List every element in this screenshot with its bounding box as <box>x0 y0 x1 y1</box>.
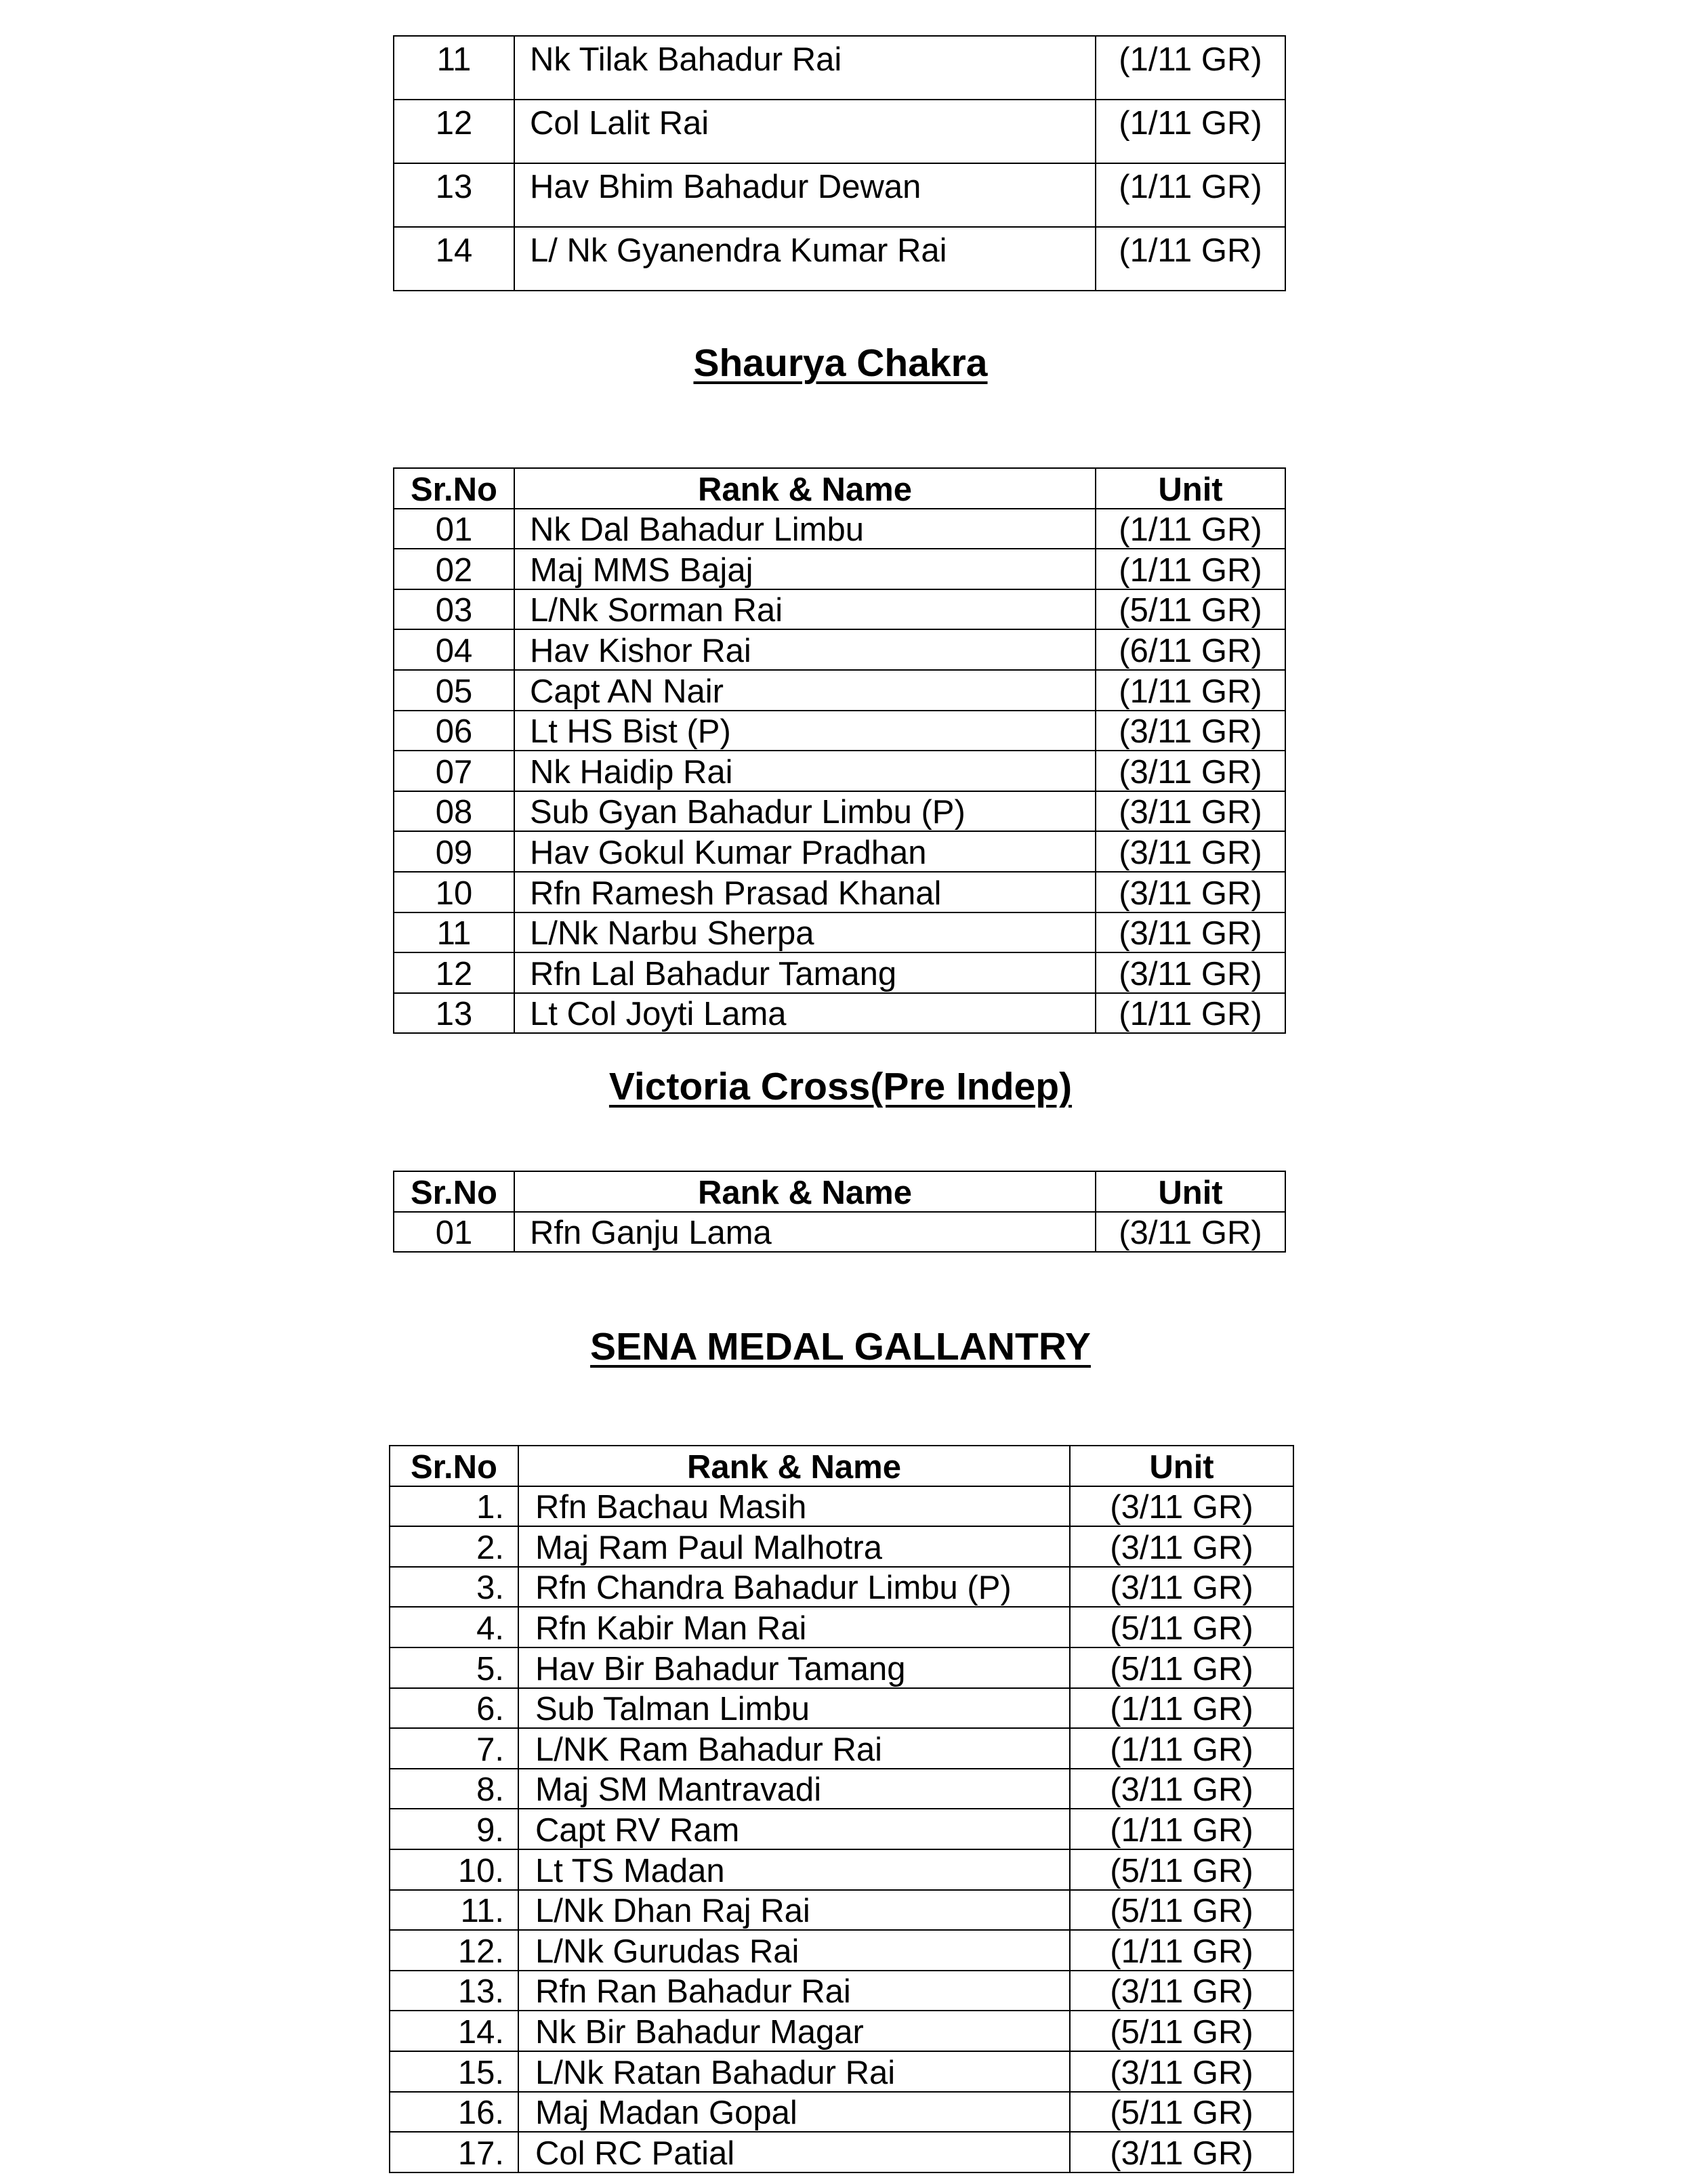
cell-sr-no: 13. <box>390 1971 518 2011</box>
section-heading-sena-medal-gallantry: SENA MEDAL GALLANTRY <box>590 1325 1091 1368</box>
cell-unit: (3/11 GR) <box>1096 872 1285 912</box>
table-row <box>394 163 1285 227</box>
cell-sr-no: 10 <box>394 872 514 912</box>
shaurya-chakra-table <box>393 467 1286 1034</box>
section-heading-victoria-cross: Victoria Cross(Pre Indep) <box>608 1065 1073 1108</box>
cell-sr-no: 1. <box>390 1486 518 1527</box>
cell-sr-no: 8. <box>390 1769 518 1809</box>
cell-unit: (6/11 GR) <box>1096 629 1285 670</box>
table-row <box>390 1486 1293 1527</box>
cell-sr-no: 11 <box>394 912 514 953</box>
cell-sr-no: 5. <box>390 1647 518 1688</box>
table-row <box>390 2011 1293 2051</box>
cell-rank-name: Capt RV Ram <box>518 1809 1070 1849</box>
cell-rank-name: Hav Gokul Kumar Pradhan <box>514 831 1096 872</box>
cell-unit: (1/11 GR) <box>1096 670 1285 711</box>
table-row <box>390 1728 1293 1769</box>
cell-rank-name: Rfn Lal Bahadur Tamang <box>514 952 1096 993</box>
cell-unit: (1/11 GR) <box>1096 163 1285 227</box>
header-rank-name: Rank & Name <box>518 1446 1070 1486</box>
header-rank-name: Rank & Name <box>514 468 1096 509</box>
cell-sr-no: 08 <box>394 791 514 832</box>
cell-rank-name: L/NK Ram Bahadur Rai <box>518 1728 1070 1769</box>
table-header-row <box>394 1171 1285 1212</box>
table-row <box>390 1930 1293 1971</box>
cell-unit: (1/11 GR) <box>1070 1809 1293 1849</box>
table-header-row <box>394 468 1285 509</box>
table-header-row <box>390 1446 1293 1486</box>
victoria-cross-table <box>393 1171 1286 1253</box>
cell-rank-name: Sub Talman Limbu <box>518 1688 1070 1729</box>
table-row <box>394 509 1285 549</box>
cell-unit: (3/11 GR) <box>1096 952 1285 993</box>
table-row <box>394 100 1285 163</box>
cell-unit: (1/11 GR) <box>1096 993 1285 1034</box>
table-row <box>390 1769 1293 1809</box>
table-row <box>390 1567 1293 1608</box>
table-row <box>394 1212 1285 1253</box>
cell-unit: (3/11 GR) <box>1096 831 1285 872</box>
cell-rank-name: L/Nk Dhan Raj Rai <box>518 1890 1070 1931</box>
table-row <box>390 1849 1293 1890</box>
table-row <box>394 629 1285 670</box>
header-sr-no: Sr.No <box>394 468 514 509</box>
cell-unit: (3/11 GR) <box>1096 912 1285 953</box>
table-row <box>394 791 1285 832</box>
table-row <box>390 1688 1293 1729</box>
table-row <box>394 670 1285 711</box>
cell-unit: (5/11 GR) <box>1096 589 1285 630</box>
cell-sr-no: 14 <box>394 227 514 291</box>
cell-rank-name: Sub Gyan Bahadur Limbu (P) <box>514 791 1096 832</box>
cell-sr-no: 9. <box>390 1809 518 1849</box>
cell-unit: (5/11 GR) <box>1070 1607 1293 1647</box>
cell-rank-name: Hav Bir Bahadur Tamang <box>518 1647 1070 1688</box>
cell-rank-name: Rfn Ganju Lama <box>514 1212 1096 1253</box>
cell-unit: (3/11 GR) <box>1096 1212 1285 1253</box>
cell-rank-name: Maj Ram Paul Malhotra <box>518 1526 1070 1567</box>
cell-sr-no: 2. <box>390 1526 518 1567</box>
cell-unit: (1/11 GR) <box>1096 100 1285 163</box>
cell-rank-name: L/Nk Narbu Sherpa <box>514 912 1096 953</box>
cell-rank-name: Rfn Bachau Masih <box>518 1486 1070 1527</box>
table-row <box>394 36 1285 100</box>
cell-sr-no: 02 <box>394 549 514 589</box>
header-sr-no: Sr.No <box>394 1171 514 1212</box>
table-body <box>394 509 1285 1034</box>
table-row <box>394 751 1285 791</box>
table-body <box>394 1212 1285 1253</box>
cell-unit: (1/11 GR) <box>1096 549 1285 589</box>
header-unit: Unit <box>1096 1171 1285 1212</box>
cell-rank-name: L/ Nk Gyanendra Kumar Rai <box>514 227 1096 291</box>
cell-sr-no: 01 <box>394 509 514 549</box>
cell-rank-name: Rfn Chandra Bahadur Limbu (P) <box>518 1567 1070 1608</box>
cell-sr-no: 14. <box>390 2011 518 2051</box>
cell-sr-no: 17. <box>390 2132 518 2172</box>
cell-sr-no: 07 <box>394 751 514 791</box>
cell-unit: (1/11 GR) <box>1070 1930 1293 1971</box>
cell-rank-name: L/Nk Gurudas Rai <box>518 1930 1070 1971</box>
cell-sr-no: 15. <box>390 2051 518 2092</box>
cell-rank-name: Rfn Ran Bahadur Rai <box>518 1971 1070 2011</box>
cell-unit: (1/11 GR) <box>1096 227 1285 291</box>
cell-unit: (1/11 GR) <box>1070 1728 1293 1769</box>
table-row <box>394 589 1285 630</box>
table-row <box>394 549 1285 589</box>
cell-rank-name: L/Nk Sorman Rai <box>514 589 1096 630</box>
header-unit: Unit <box>1070 1446 1293 1486</box>
cell-rank-name: Rfn Ramesh Prasad Khanal <box>514 872 1096 912</box>
cell-rank-name: Hav Bhim Bahadur Dewan <box>514 163 1096 227</box>
cell-unit: (5/11 GR) <box>1070 1849 1293 1890</box>
header-rank-name: Rank & Name <box>514 1171 1096 1212</box>
cell-unit: (3/11 GR) <box>1070 1971 1293 2011</box>
table-row <box>390 1890 1293 1931</box>
cell-rank-name: Lt TS Madan <box>518 1849 1070 1890</box>
cell-rank-name: Lt Col Joyti Lama <box>514 993 1096 1034</box>
cell-rank-name: Nk Dal Bahadur Limbu <box>514 509 1096 549</box>
cell-unit: (1/11 GR) <box>1096 36 1285 100</box>
cell-rank-name: Hav Kishor Rai <box>514 629 1096 670</box>
cell-sr-no: 10. <box>390 1849 518 1890</box>
cell-sr-no: 11. <box>390 1890 518 1931</box>
cell-sr-no: 6. <box>390 1688 518 1729</box>
cell-unit: (3/11 GR) <box>1070 1567 1293 1608</box>
table-row <box>390 1607 1293 1647</box>
cell-unit: (3/11 GR) <box>1070 2051 1293 2092</box>
cell-unit: (5/11 GR) <box>1070 1890 1293 1931</box>
table-row <box>394 872 1285 912</box>
table-row <box>394 952 1285 993</box>
cell-rank-name: Lt HS Bist (P) <box>514 711 1096 751</box>
cell-rank-name: Nk Haidip Rai <box>514 751 1096 791</box>
cell-unit: (3/11 GR) <box>1070 2132 1293 2172</box>
table-row <box>390 1809 1293 1849</box>
table-row <box>394 227 1285 291</box>
cell-unit: (1/11 GR) <box>1096 509 1285 549</box>
cell-sr-no: 3. <box>390 1567 518 1608</box>
cell-sr-no: 11 <box>394 36 514 100</box>
cell-sr-no: 03 <box>394 589 514 630</box>
table-row <box>390 1647 1293 1688</box>
cell-rank-name: Capt AN Nair <box>514 670 1096 711</box>
awards-table-continued <box>393 35 1286 291</box>
cell-sr-no: 13 <box>394 163 514 227</box>
cell-unit: (5/11 GR) <box>1070 2011 1293 2051</box>
cell-sr-no: 04 <box>394 629 514 670</box>
cell-unit: (3/11 GR) <box>1070 1526 1293 1567</box>
cell-rank-name: Col RC Patial <box>518 2132 1070 2172</box>
cell-rank-name: Col Lalit Rai <box>514 100 1096 163</box>
cell-rank-name: Nk Tilak Bahadur Rai <box>514 36 1096 100</box>
cell-sr-no: 12 <box>394 952 514 993</box>
cell-sr-no: 4. <box>390 1607 518 1647</box>
cell-unit: (5/11 GR) <box>1070 1647 1293 1688</box>
cell-sr-no: 7. <box>390 1728 518 1769</box>
table-body <box>390 1486 1293 2172</box>
table-row <box>394 831 1285 872</box>
cell-unit: (3/11 GR) <box>1096 791 1285 832</box>
table-row <box>390 2051 1293 2092</box>
cell-rank-name: L/Nk Ratan Bahadur Rai <box>518 2051 1070 2092</box>
cell-sr-no: 09 <box>394 831 514 872</box>
cell-unit: (3/11 GR) <box>1070 1486 1293 1527</box>
table-row <box>390 2132 1293 2172</box>
cell-unit: (3/11 GR) <box>1096 711 1285 751</box>
cell-rank-name: Maj Madan Gopal <box>518 2092 1070 2133</box>
cell-unit: (1/11 GR) <box>1070 1688 1293 1729</box>
table-row <box>390 2092 1293 2133</box>
table-row <box>390 1526 1293 1567</box>
table-row <box>394 912 1285 953</box>
cell-unit: (3/11 GR) <box>1096 751 1285 791</box>
cell-unit: (3/11 GR) <box>1070 1769 1293 1809</box>
cell-sr-no: 12 <box>394 100 514 163</box>
section-heading-shaurya-chakra: Shaurya Chakra <box>693 341 988 385</box>
table-row <box>394 711 1285 751</box>
cell-sr-no: 05 <box>394 670 514 711</box>
cell-rank-name: Nk Bir Bahadur Magar <box>518 2011 1070 2051</box>
cell-sr-no: 06 <box>394 711 514 751</box>
header-unit: Unit <box>1096 468 1285 509</box>
cell-unit: (5/11 GR) <box>1070 2092 1293 2133</box>
sena-medal-gallantry-table <box>389 1445 1294 2173</box>
cell-rank-name: Rfn Kabir Man Rai <box>518 1607 1070 1647</box>
cell-sr-no: 12. <box>390 1930 518 1971</box>
table-row <box>394 993 1285 1034</box>
header-sr-no: Sr.No <box>390 1446 518 1486</box>
table-body <box>394 36 1285 291</box>
cell-sr-no: 01 <box>394 1212 514 1253</box>
table-row <box>390 1971 1293 2011</box>
cell-rank-name: Maj MMS Bajaj <box>514 549 1096 589</box>
cell-sr-no: 16. <box>390 2092 518 2133</box>
cell-sr-no: 13 <box>394 993 514 1034</box>
cell-rank-name: Maj SM Mantravadi <box>518 1769 1070 1809</box>
